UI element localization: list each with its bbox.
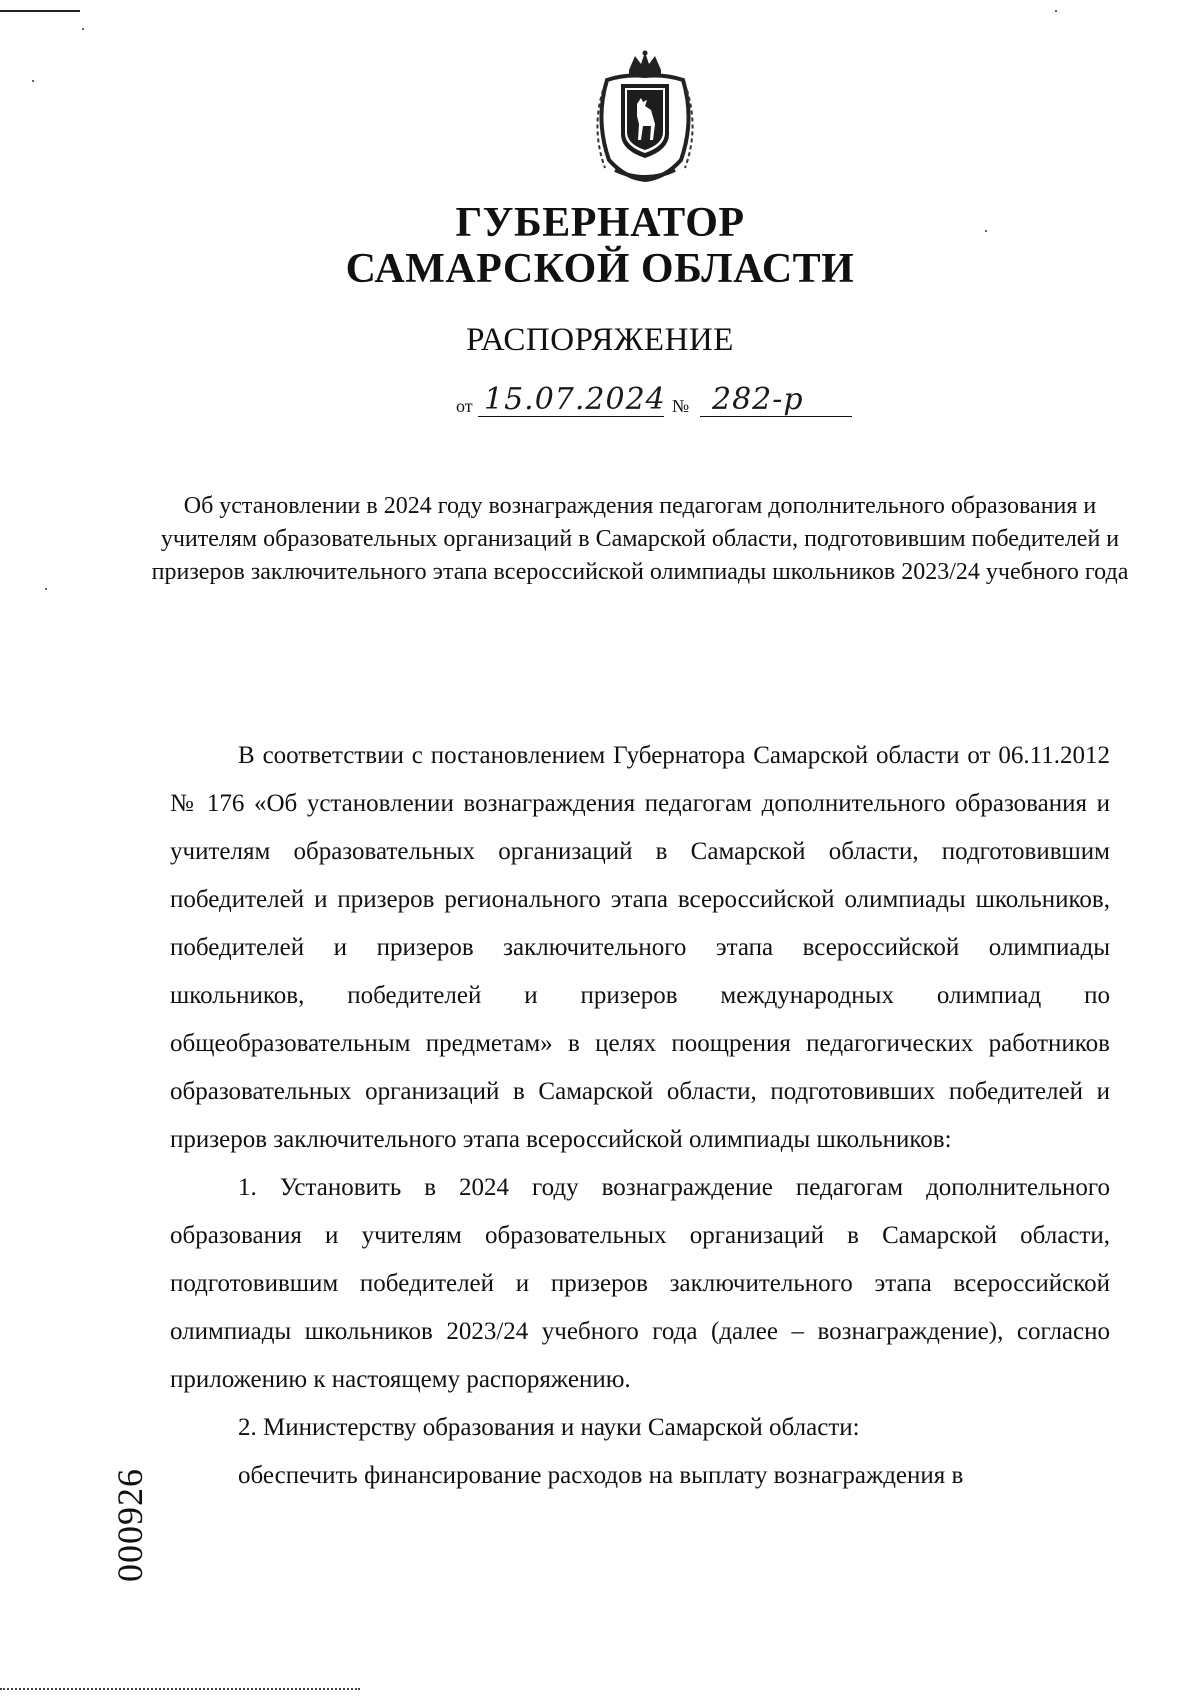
coat-of-arms-emblem: [585, 50, 705, 186]
scan-speck: [1055, 10, 1057, 12]
scan-speck: [32, 80, 34, 82]
authority-title-line-1: ГУБЕРНАТОР: [455, 200, 745, 246]
document-subject: Об установлении в 2024 году вознаграждения педагогам дополнительного образования и учителям образовательных организаций в Самарской области, подготовившим победителей и призеров заключительного этапа всероссийской олимпиады школьников 2023/24 учебного года: [151, 493, 1129, 585]
date-prefix: от: [456, 396, 473, 416]
body-paragraph: обеспечить финансирование расходов на выплату вознаграждения в: [238, 1462, 964, 1489]
body-paragraph: В соответствии с постановлением Губернатора Самарской области от 06.11.2012 № 176 «Об установлении вознаграждения педагогам дополнительного образования и учителям образовательных организаций в Самарской области, подготовившим победителей и призеров регионального этапа всероссийской олимпиады школьников, победителей и призеров заключительного этапа всероссийской олимпиады школьников, победителей и призеров международных олимпиад по общеобразовательным предметам» в целях поощрения педагогических работников образовательных организаций в Самарской области, подготовивших победителей и призеров заключительного этапа всероссийской олимпиады школьников:: [170, 742, 1110, 1153]
authority-title-line-2: САМАРСКОЙ ОБЛАСТИ: [345, 246, 855, 292]
number-prefix: №: [672, 396, 690, 416]
scan-speck: [45, 588, 47, 590]
body-paragraph: 1. Установить в 2024 году вознаграждение педагогам дополнительного образования и учителям образовательных организаций в Самарской области, подготовившим победителей и призеров заключительного этапа всероссийской олимпиады школьников 2023/24 учебного года (далее – вознаграждение), согласно приложению к настоящему распоряжению.: [170, 1174, 1110, 1393]
handwritten-date: 15.07.2024: [484, 382, 666, 417]
scan-edge-line: [0, 10, 80, 12]
document-type: РАСПОРЯЖЕНИЕ: [466, 322, 734, 358]
scan-edge-line: [0, 1688, 360, 1690]
margin-serial-number: 000926: [110, 1468, 150, 1582]
body-paragraph: 2. Министерству образования и науки Самарской области:: [238, 1414, 860, 1441]
document-body: [170, 732, 1110, 1500]
handwritten-number: 282-р: [712, 382, 804, 417]
date-number-line: [456, 382, 856, 422]
scan-speck: [82, 28, 84, 30]
